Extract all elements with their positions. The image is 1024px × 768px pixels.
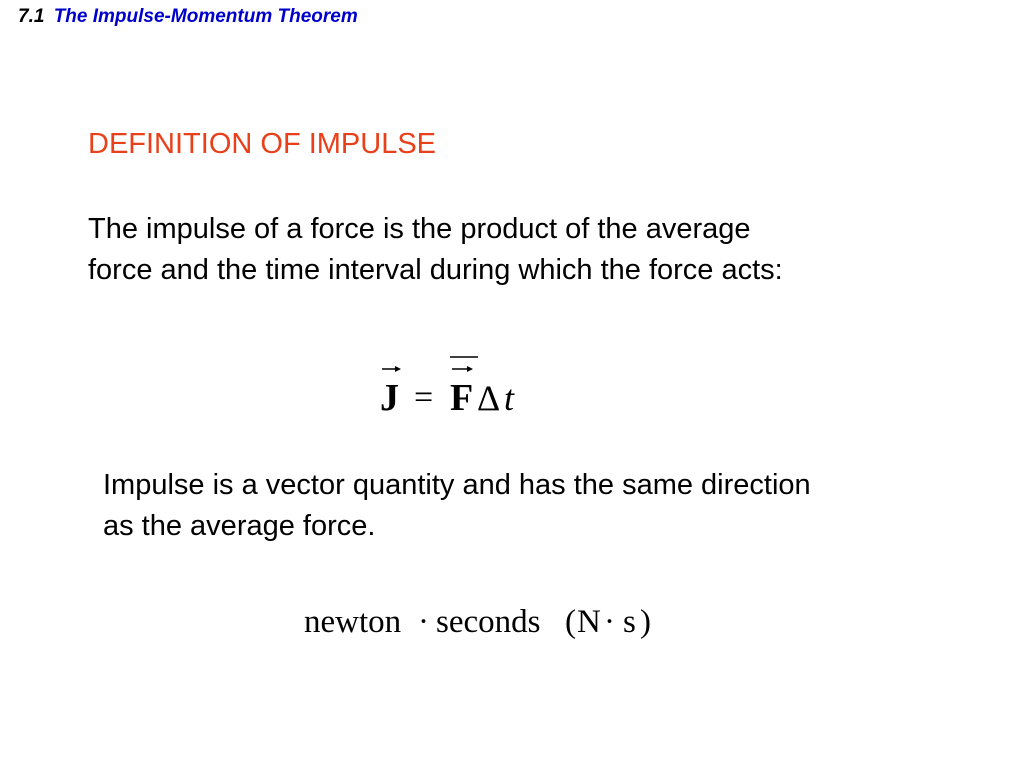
equals-sign: = (414, 379, 434, 416)
force-symbol: F (450, 377, 474, 419)
units-dot-2: · (604, 604, 615, 640)
units-seconds: seconds (436, 604, 541, 640)
vector-note-line-2: as the average force. (103, 510, 376, 542)
units-paren-close: ) (640, 604, 651, 640)
impulse-formula (370, 350, 540, 420)
vector-arrow-j (382, 366, 401, 372)
section-number: 7.1 (18, 6, 45, 27)
vector-note-line-1: Impulse is a vector quantity and has the same direction (103, 469, 811, 501)
impulse-symbol: J (380, 377, 399, 419)
vector-note-paragraph (103, 465, 983, 547)
slide-header (18, 6, 358, 28)
section-title: The Impulse-Momentum Theorem (53, 6, 358, 27)
delta-symbol: Δ (477, 378, 501, 418)
units-symbol-n: N (577, 604, 601, 640)
definition-line-1: The impulse of a force is the product of the average (88, 213, 751, 245)
impulse-units (300, 596, 660, 646)
units-newton: newton (304, 604, 402, 640)
units-dot-1: · (418, 604, 429, 640)
units-paren-open: ( (565, 604, 576, 640)
time-symbol: t (504, 378, 515, 418)
definition-paragraph (88, 209, 948, 291)
units-symbol-s: s (623, 604, 636, 640)
definition-heading: DEFINITION OF IMPULSE (88, 128, 437, 160)
definition-line-2: force and the time interval during which the force acts: (88, 254, 783, 286)
vector-arrow-f (452, 366, 473, 372)
